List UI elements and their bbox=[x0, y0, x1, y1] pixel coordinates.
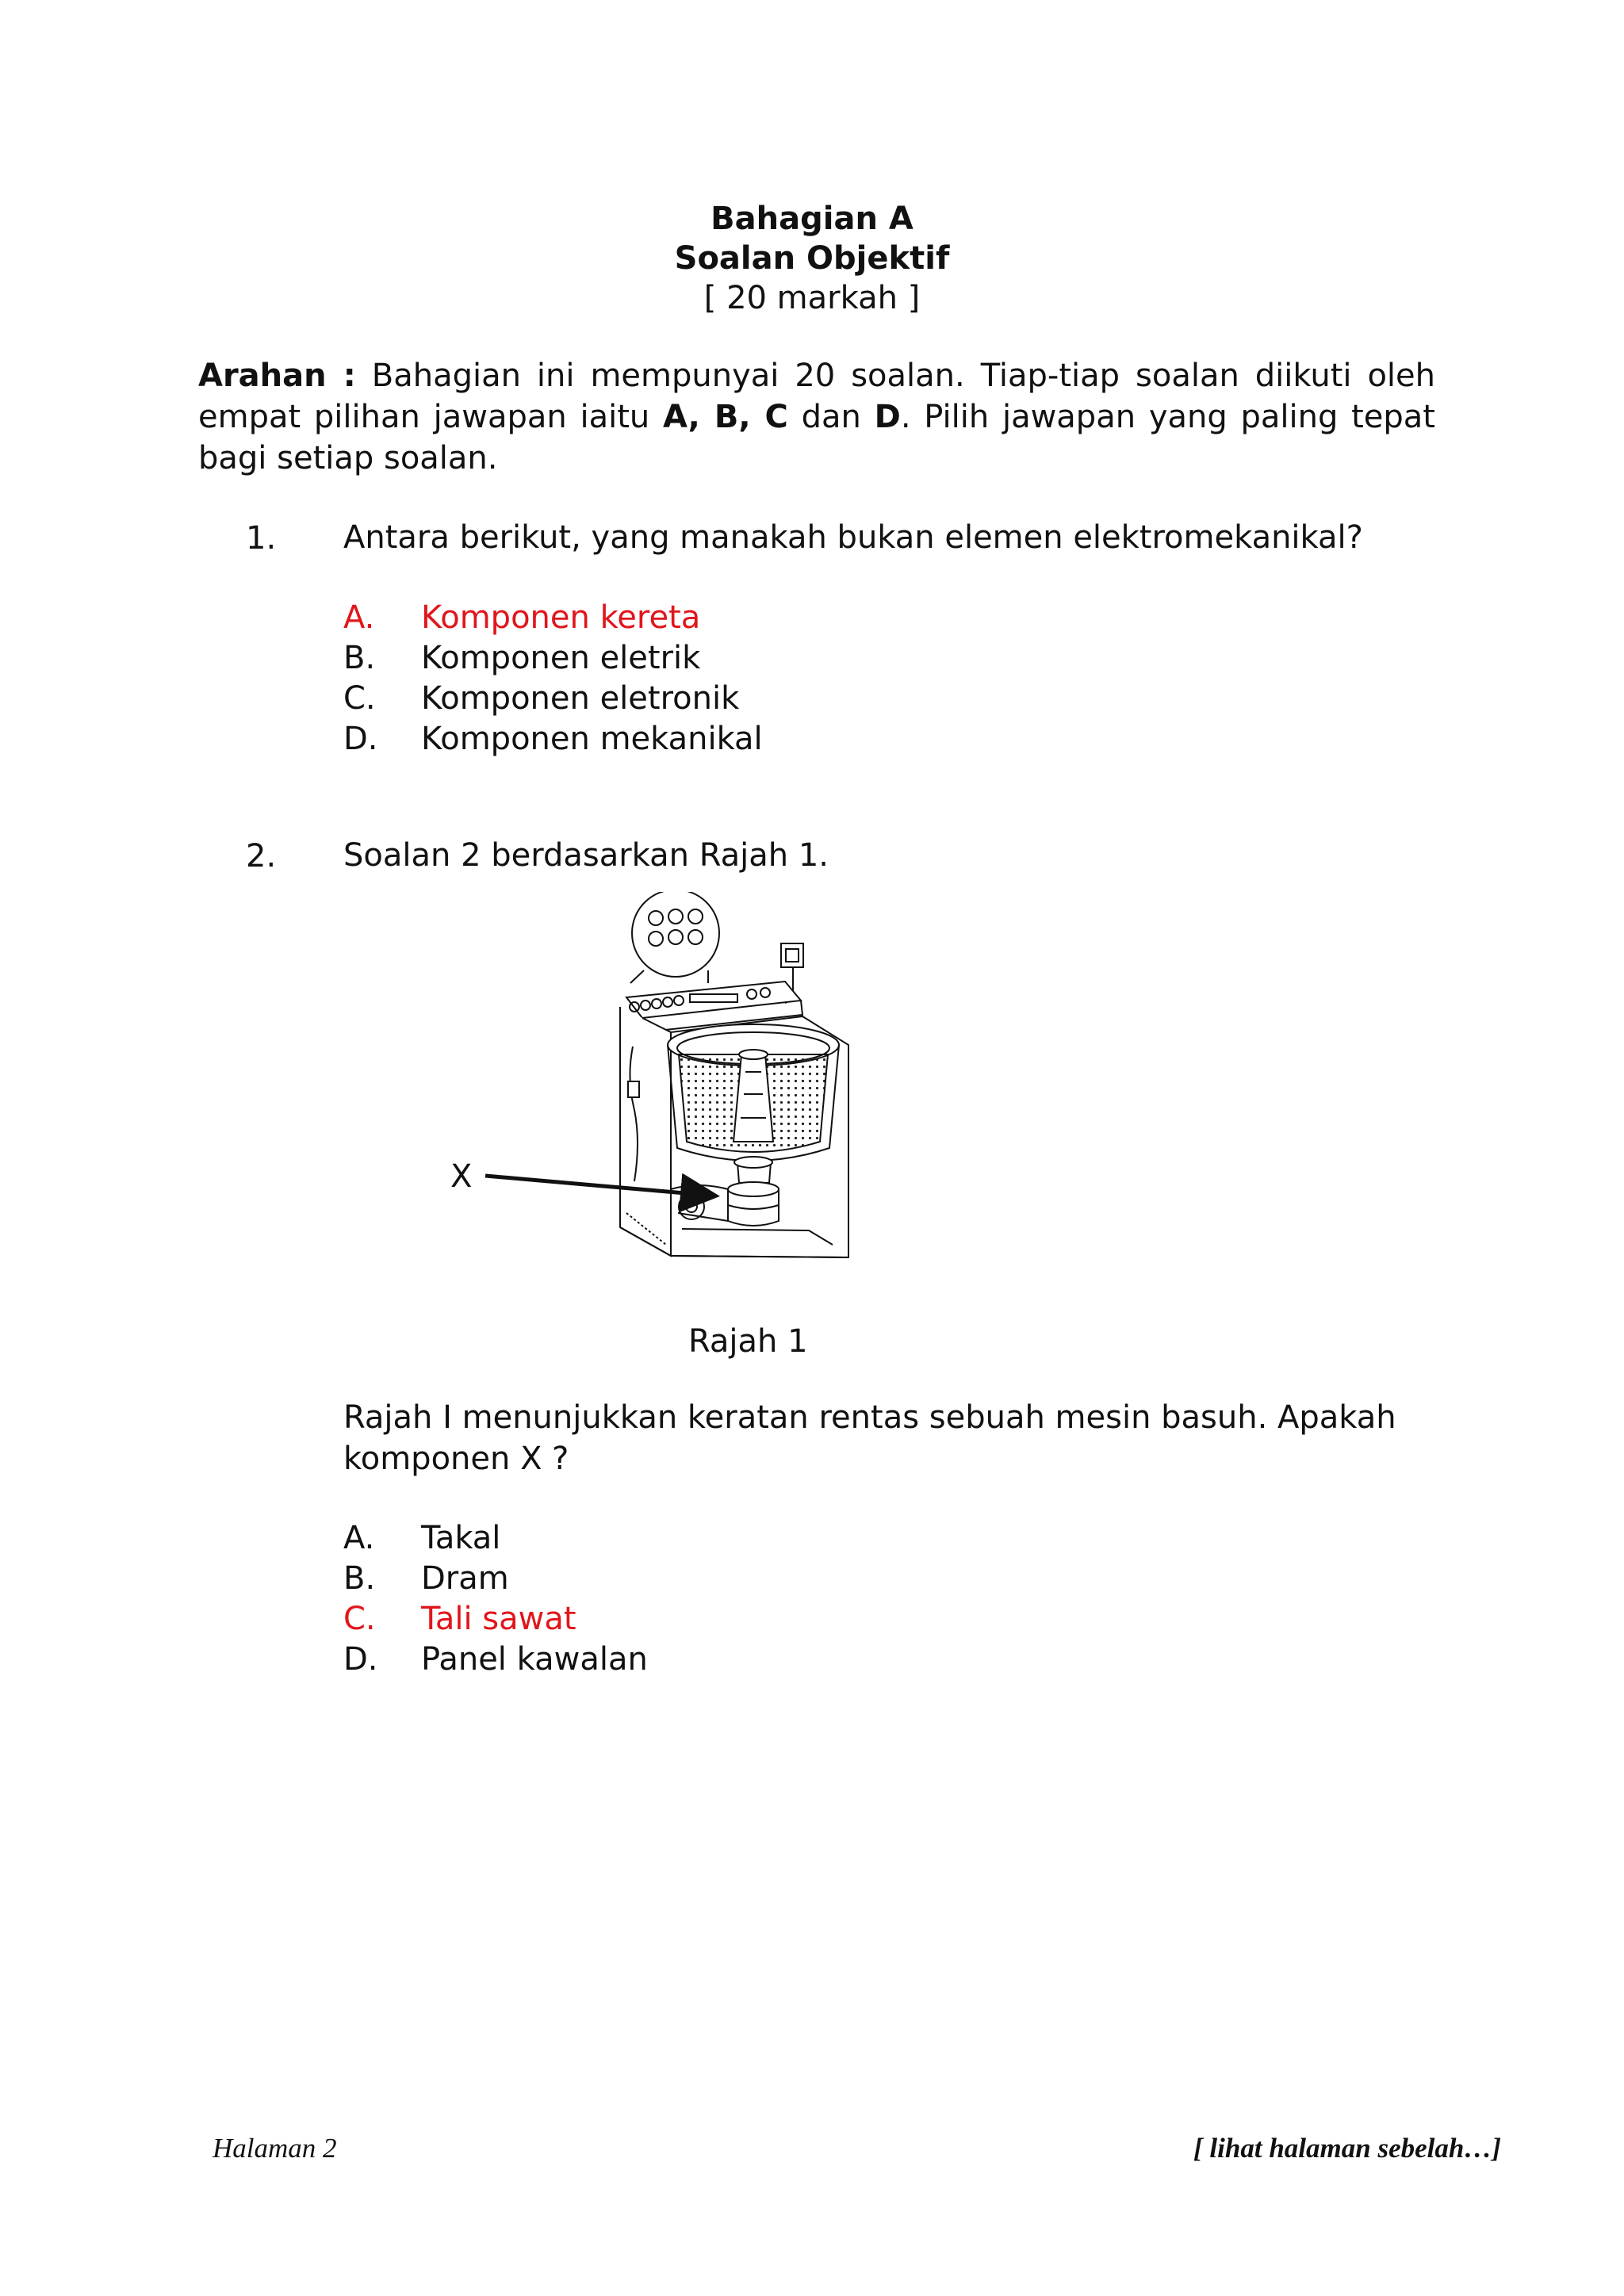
figure-pointer-label: X bbox=[450, 1158, 473, 1195]
question-1-text: Antara berikut, yang manakah bukan elemen elektromekanikal? bbox=[343, 519, 1363, 556]
footer-page-number: Halaman 2 bbox=[213, 2133, 337, 2164]
q1-option-b[interactable]: B. Komponen eletrik bbox=[343, 640, 701, 676]
q2-option-d[interactable]: D. Panel kawalan bbox=[343, 1641, 648, 1678]
instructions: Arahan : Bahagian ini mempunyai 20 soalan. Tiap-tiap soalan diikuti oleh empat pilihan jawapan iaitu A, B, C dan D. Pilih jawapan yang paling tepat bagi setiap soalan. bbox=[198, 358, 1435, 476]
section-subtitle: Soalan Objektif bbox=[674, 240, 950, 277]
question-2-stem: Rajah I menunjukkan keratan rentas sebuah mesin basuh. Apakah komponen X ? bbox=[343, 1399, 1396, 1477]
q1-option-a[interactable]: A. Komponen kereta bbox=[343, 599, 701, 636]
q2-option-c[interactable]: C. Tali sawat bbox=[343, 1601, 576, 1637]
question-2-number: 2. bbox=[246, 838, 277, 874]
question-1-number: 1. bbox=[246, 520, 277, 557]
washing-machine-diagram bbox=[476, 892, 856, 1272]
question-1-options bbox=[343, 598, 763, 760]
question-2-text: Soalan 2 berdasarkan Rajah 1. bbox=[343, 837, 829, 874]
question-2-options bbox=[343, 1518, 648, 1680]
q2-option-b[interactable]: B. Dram bbox=[343, 1560, 509, 1597]
footer-next-page-note: [ lihat halaman sebelah…] bbox=[1193, 2133, 1501, 2164]
figure-caption: Rajah 1 bbox=[688, 1323, 808, 1360]
instructions-label: Arahan : bbox=[198, 358, 356, 394]
q1-option-c[interactable]: C. Komponen eletronik bbox=[343, 680, 740, 717]
q2-option-a[interactable]: A. Takal bbox=[343, 1520, 501, 1556]
q1-option-d[interactable]: D. Komponen mekanikal bbox=[343, 721, 763, 757]
section-marks: [ 20 markah ] bbox=[703, 280, 921, 316]
section-title: Bahagian A bbox=[710, 201, 914, 237]
